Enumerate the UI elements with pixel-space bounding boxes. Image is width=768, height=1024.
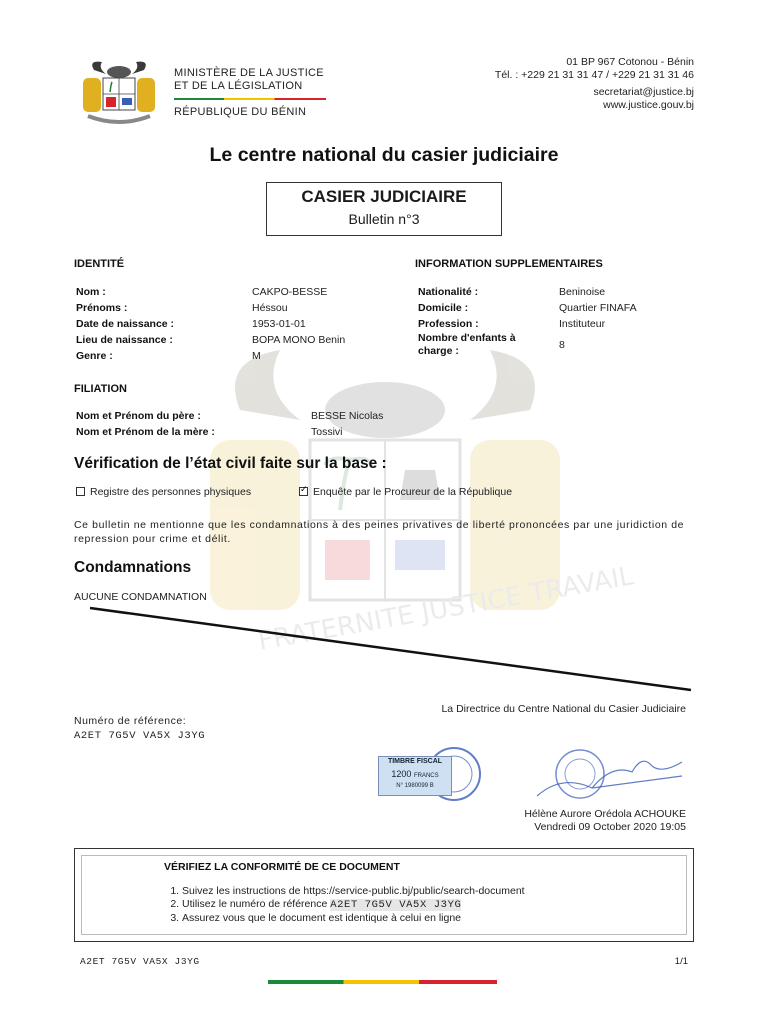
stamp-serial: N° 1980099 B xyxy=(396,783,434,789)
supplementary-row xyxy=(418,316,698,332)
signed-date: Vendredi 09 October 2020 19:05 xyxy=(534,821,686,833)
supplementary-value: Beninoise xyxy=(559,286,606,298)
signatory-name: Hélène Aurore Orédola ACHOUKE xyxy=(524,808,686,820)
page-number: 1/1 xyxy=(674,956,688,967)
filiation-value: BESSE Nicolas xyxy=(311,410,384,422)
identity-label: Nom : xyxy=(76,286,106,298)
contact-address xyxy=(495,56,694,81)
supplementary-label: Nombre d'enfants à charge : xyxy=(418,332,516,357)
filiation-value: Tossivi xyxy=(311,426,343,438)
benin-emblem-logo xyxy=(80,60,158,126)
filiation-row xyxy=(76,424,476,440)
identity-value: Héssou xyxy=(252,302,288,314)
email: secretariat@justice.bj xyxy=(593,86,694,98)
signature xyxy=(532,744,692,808)
supplementary-value: Quartier FINAFA xyxy=(559,302,637,314)
option-label: Registre des personnes physiques xyxy=(90,486,252,498)
identity-heading: IDENTITÉ xyxy=(74,258,125,270)
supplementary-heading: INFORMATION SUPPLEMENTAIRES xyxy=(415,258,603,270)
document-type-box xyxy=(266,182,502,236)
strike-line xyxy=(88,605,694,693)
checkbox-registre xyxy=(76,487,85,496)
ministry-line2: ET DE LA LÉGISLATION xyxy=(174,80,303,92)
filiation-heading: FILIATION xyxy=(74,383,127,395)
stamp-line1: TIMBRE xyxy=(387,758,415,765)
reference-label: Numéro de référence: xyxy=(74,715,187,727)
notice-text: Ce bulletin ne mentionne que les condamnations à des peines privatives de liberté prononcées par une juridiction de repression pour crime et délit. xyxy=(74,519,685,545)
verify-step2-text: Utilisez le numéro de référence xyxy=(182,898,328,910)
stamp-currency: FRANCS xyxy=(413,773,439,779)
verify-step: 1. Suivez les instructions de https://service-public.bj/public/search-document xyxy=(182,885,682,898)
identity-value: M xyxy=(252,350,261,362)
reference-number: A2ET 7G5V VA5X J3YG xyxy=(74,730,206,742)
fiscal-stamp xyxy=(368,742,486,804)
page-title: Le centre national du casier judiciaire xyxy=(209,144,559,166)
verification-option-registre xyxy=(76,486,251,498)
filiation-label: Nom et Prénom du père : xyxy=(76,410,201,422)
verification-box xyxy=(74,848,694,942)
verify-heading: VÉRIFIEZ LA CONFORMITÉ DE CE DOCUMENT xyxy=(164,861,400,873)
verify-steps xyxy=(162,885,682,925)
supplementary-row xyxy=(418,284,698,300)
supplementary-label: Domicile : xyxy=(418,302,469,314)
supplementary-row xyxy=(418,332,698,358)
phone: Tél. : +229 21 31 31 47 / +229 21 31 31 46 xyxy=(494,68,694,81)
signatory-title: La Directrice du Centre National du Casier Judiciaire xyxy=(441,703,686,715)
bulletin-number: Bulletin n°3 xyxy=(348,211,420,227)
stamp-label xyxy=(378,756,452,796)
identity-table xyxy=(76,284,406,364)
verification-box-inner xyxy=(81,855,687,935)
watermark-motto: FRATERNITE JUSTICE TRAVAIL xyxy=(256,561,636,657)
footer-flag-bar xyxy=(268,980,497,984)
filiation-label: Nom et Prénom de la mère : xyxy=(76,426,215,438)
identity-row xyxy=(76,316,406,332)
identity-label: Prénoms : xyxy=(76,302,128,314)
verification-heading: Vérification de l’état civil faite sur la base : xyxy=(74,455,387,472)
condamnations-heading: Condamnations xyxy=(74,559,192,576)
supplementary-table xyxy=(418,284,698,358)
identity-row xyxy=(76,300,406,316)
document-type: CASIER JUDICIAIRE xyxy=(301,187,467,206)
identity-label: Lieu de naissance : xyxy=(76,334,173,346)
republic-name: RÉPUBLIQUE DU BÉNIN xyxy=(174,106,307,118)
supplementary-row xyxy=(418,300,698,316)
supplementary-value: 8 xyxy=(559,339,565,351)
verify-reference: A2ET 7G5V VA5X J3YG xyxy=(330,899,462,911)
verify-step: 3. Assurez vous que le document est identique à celui en ligne xyxy=(182,912,682,925)
footer-reference: A2ET 7G5V VA5X J3YG xyxy=(80,956,200,967)
stamp-line2: FISCAL xyxy=(416,758,443,765)
condamnations-value: AUCUNE CONDAMNATION xyxy=(74,591,207,603)
identity-label: Date de naissance : xyxy=(76,318,175,330)
address: 01 BP 967 Cotonou - Bénin xyxy=(566,56,694,68)
identity-row xyxy=(76,348,406,364)
stamp-amount: 1200 xyxy=(391,769,412,779)
filiation-table xyxy=(76,408,476,440)
identity-value: 1953-01-01 xyxy=(252,318,306,330)
filiation-row xyxy=(76,408,476,424)
ministry-name xyxy=(174,67,324,93)
identity-row xyxy=(76,284,406,300)
supplementary-label: Nationalité : xyxy=(418,286,479,298)
identity-row xyxy=(76,332,406,348)
supplementary-label: Profession : xyxy=(418,318,479,330)
verify-step xyxy=(182,898,682,912)
checkbox-enquete xyxy=(299,487,308,496)
supplementary-value: Instituteur xyxy=(559,318,606,330)
identity-value: CAKPO-BESSE xyxy=(252,286,328,298)
verification-option-enquete xyxy=(299,486,512,498)
identity-label: Genre : xyxy=(76,350,113,362)
website: www.justice.gouv.bj xyxy=(603,99,694,111)
ministry-line1: MINISTÈRE DE LA JUSTICE xyxy=(174,67,324,79)
option-label: Enquête par le Procureur de la République xyxy=(313,486,513,498)
identity-value: BOPA MONO Benin xyxy=(252,334,346,346)
flag-line xyxy=(174,98,326,100)
contact-online xyxy=(593,86,694,112)
